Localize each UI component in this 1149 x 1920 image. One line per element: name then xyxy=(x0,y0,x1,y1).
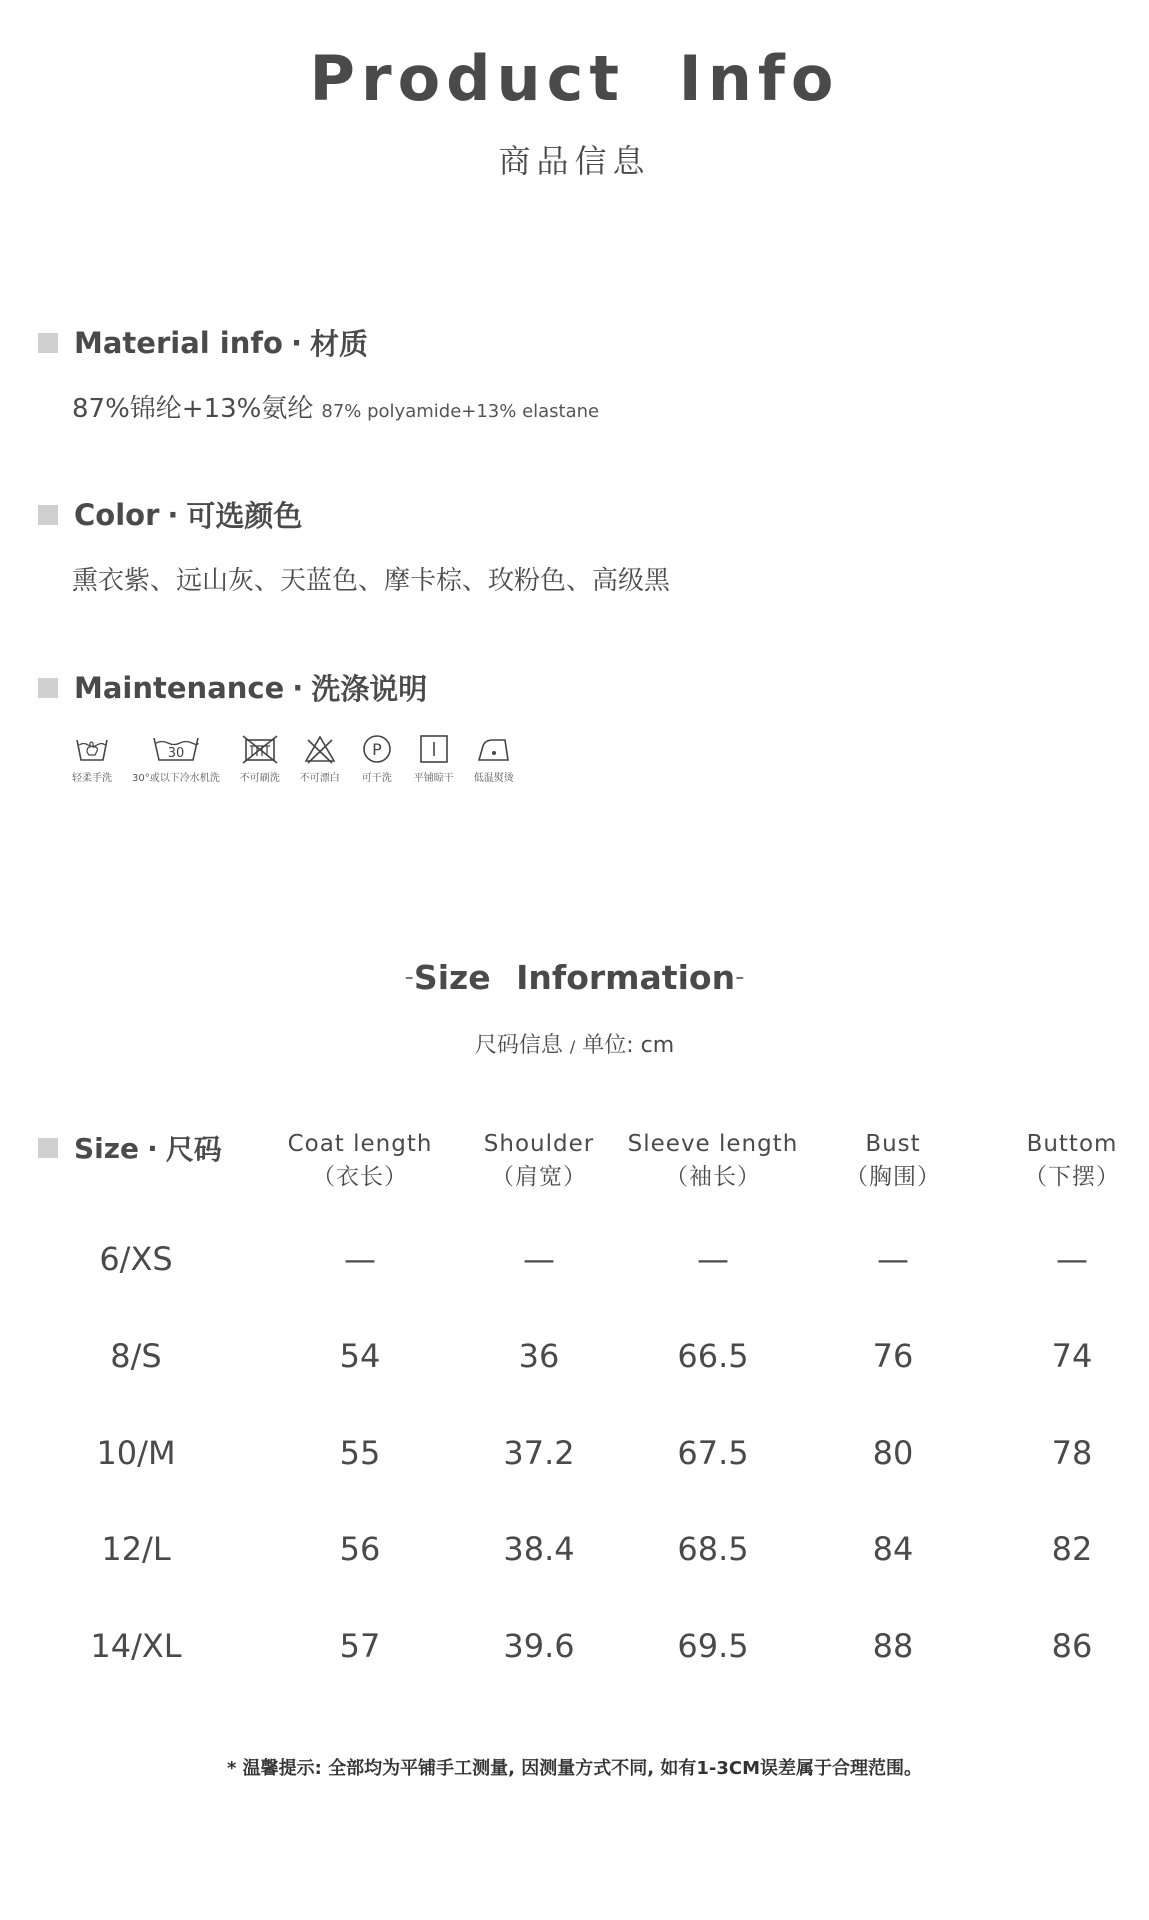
coat-length-cell: — xyxy=(344,1240,376,1278)
size-info-title: -Size Information- xyxy=(404,958,745,997)
size-column-label: Size · 尺码 xyxy=(38,1128,222,1168)
table-row xyxy=(0,1530,1149,1570)
bust-cell: 88 xyxy=(872,1627,914,1665)
no-bleach-icon xyxy=(302,732,338,766)
size-cell: 12/L xyxy=(101,1530,171,1568)
square-bullet-icon xyxy=(38,678,58,698)
care-item-flat-dry: 平铺晾干 xyxy=(414,732,454,784)
low-iron-icon xyxy=(475,732,513,766)
machine-wash-30-icon xyxy=(151,732,201,766)
square-bullet-icon xyxy=(38,1138,58,1158)
shoulder-cell: 38.4 xyxy=(503,1530,575,1568)
column-header-bust: Bust （胸围） xyxy=(845,1131,941,1190)
coat-length-cell: 54 xyxy=(339,1337,381,1375)
buttom-cell: 78 xyxy=(1051,1434,1093,1472)
care-item-machine-wash: 30 30°或以下冷水机洗 xyxy=(132,732,220,784)
page-title: Product Info xyxy=(309,42,840,115)
care-item-low-iron: 低温熨烫 xyxy=(474,732,514,784)
page-subtitle: 商品信息 xyxy=(498,142,651,180)
sleeve-length-cell: 66.5 xyxy=(677,1337,749,1375)
size-cell: 10/M xyxy=(96,1434,176,1472)
shoulder-cell: 37.2 xyxy=(503,1434,575,1472)
column-header-shoulder: Shoulder （肩宽） xyxy=(483,1131,595,1190)
shoulder-cell: 36 xyxy=(518,1337,560,1375)
buttom-cell: 82 xyxy=(1051,1530,1093,1568)
table-row xyxy=(0,1627,1149,1667)
sleeve-length-cell: 67.5 xyxy=(677,1434,749,1472)
size-table-header xyxy=(0,1128,1149,1198)
buttom-cell: — xyxy=(1056,1240,1088,1278)
bust-cell: 76 xyxy=(872,1337,914,1375)
care-item-dry-clean: P 可干洗 xyxy=(360,732,394,784)
size-cell: 6/XS xyxy=(99,1240,173,1278)
size-cell: 14/XL xyxy=(90,1627,182,1665)
buttom-cell: 74 xyxy=(1051,1337,1093,1375)
column-header-coat-length: Coat length （衣长） xyxy=(287,1131,433,1190)
table-row xyxy=(0,1240,1149,1280)
column-header-sleeve-length: Sleeve length （袖长） xyxy=(627,1131,799,1190)
measurement-note: * 温馨提示: 全部均为平铺手工测量, 因测量方式不同, 如有1-3CM误差属于合理范围。 xyxy=(227,1758,922,1779)
svg-text:P: P xyxy=(371,740,382,759)
table-row xyxy=(0,1337,1149,1377)
flat-dry-icon xyxy=(417,732,451,766)
care-item-hand-wash: 轻柔手洗 xyxy=(72,732,112,784)
bust-cell: — xyxy=(877,1240,909,1278)
coat-length-cell: 57 xyxy=(339,1627,381,1665)
square-bullet-icon xyxy=(38,505,58,525)
color-value: 熏衣紫、远山灰、天蓝色、摩卡棕、玫粉色、高级黑 xyxy=(72,566,671,596)
sleeve-length-cell: — xyxy=(697,1240,729,1278)
buttom-cell: 86 xyxy=(1051,1627,1093,1665)
hand-wash-icon xyxy=(74,732,110,766)
size-info-subtitle: 尺码信息 / 单位: cm xyxy=(474,1033,675,1058)
bust-cell: 80 xyxy=(872,1434,914,1472)
bust-cell: 84 xyxy=(872,1530,914,1568)
square-bullet-icon xyxy=(38,333,58,353)
material-heading: Material info · 材质 xyxy=(38,322,368,363)
coat-length-cell: 56 xyxy=(339,1530,381,1568)
dry-clean-icon xyxy=(360,732,394,766)
color-heading: Color · 可选颜色 xyxy=(38,494,302,535)
shoulder-cell: 39.6 xyxy=(503,1627,575,1665)
care-instructions xyxy=(72,732,534,784)
care-item-no-bleach: 不可漂白 xyxy=(300,732,340,784)
sleeve-length-cell: 69.5 xyxy=(677,1627,749,1665)
maintenance-heading: Maintenance · 洗涤说明 xyxy=(38,667,427,708)
care-item-no-brush: 不可刷洗 xyxy=(240,732,280,784)
column-header-buttom: Buttom （下摆） xyxy=(1024,1131,1120,1190)
coat-length-cell: 55 xyxy=(339,1434,381,1472)
size-cell: 8/S xyxy=(110,1337,162,1375)
material-value: 87%锦纶+13%氨纶 87% polyamide+13% elastane xyxy=(72,394,600,424)
svg-text:30: 30 xyxy=(167,746,185,761)
table-row xyxy=(0,1434,1149,1474)
sleeve-length-cell: 68.5 xyxy=(677,1530,749,1568)
shoulder-cell: — xyxy=(523,1240,555,1278)
no-brush-icon xyxy=(240,732,280,766)
